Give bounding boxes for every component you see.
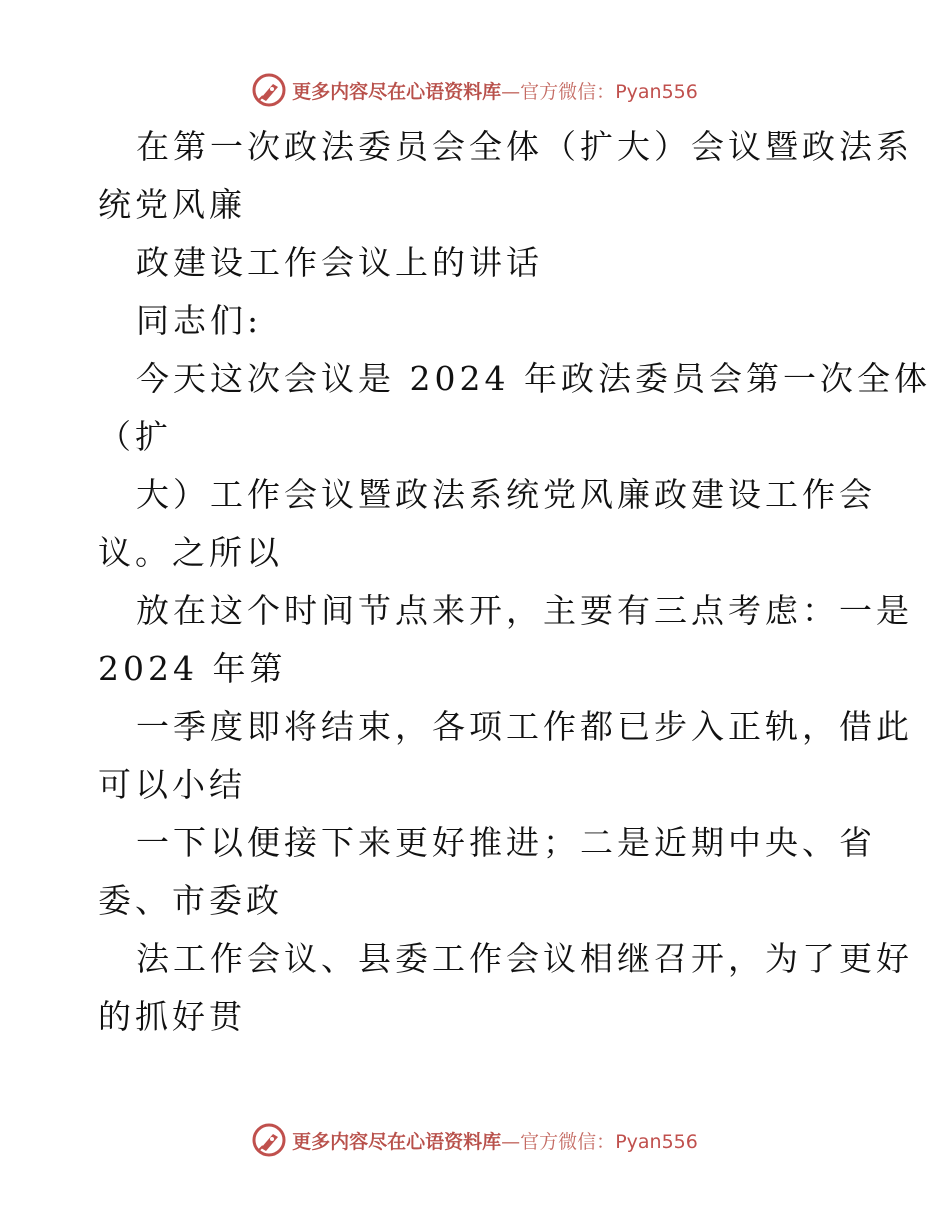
- banner-dash: —: [501, 1130, 521, 1153]
- banner-wechat-id: Pyan556: [615, 1130, 698, 1153]
- top-watermark-banner: [0, 70, 950, 110]
- banner-main-text: 更多内容尽在心语资料库: [292, 80, 502, 103]
- doc-line-3: 政建设工作会议上的讲话: [136, 243, 543, 282]
- doc-line-11: 一季度即将结束，各项工作都已步入正轨，借此: [136, 707, 913, 746]
- doc-line-15: 法工作会议、县委工作会议相继召开，为了更好: [136, 939, 913, 978]
- doc-line-9: 放在这个时间节点来开，主要有三点考虑：一是: [136, 591, 913, 630]
- banner-wechat-label: 官方微信：: [520, 80, 616, 103]
- doc-line-6: （扩: [98, 417, 172, 456]
- doc-line-14: 委、市委政: [98, 881, 283, 920]
- doc-line-16: 的抓好贯: [98, 997, 246, 1036]
- doc-line-4: 同志们:: [136, 301, 263, 340]
- banner-dash: —: [501, 80, 521, 103]
- banner-text: [292, 77, 698, 104]
- doc-line-10: 2024 年第: [98, 649, 287, 688]
- banner-text: [292, 1127, 698, 1154]
- doc-line-12: 可以小结: [98, 765, 246, 804]
- banner-wechat-id: Pyan556: [615, 80, 698, 103]
- doc-line-2: 统党风廉: [98, 185, 246, 224]
- doc-line-13: 一下以便接下来更好推进；二是近期中央、省: [136, 823, 876, 862]
- banner-wechat-label: 官方微信：: [520, 1130, 616, 1153]
- pen-nib-logo-icon: [252, 73, 286, 107]
- pen-nib-logo-icon: [252, 1123, 286, 1157]
- doc-line-7: 大）工作会议暨政法系统党风廉政建设工作会: [136, 475, 876, 514]
- doc-line-5: 今天这次会议是 2024 年政法委员会第一次全体: [136, 359, 931, 398]
- bottom-watermark-banner: [0, 1120, 950, 1160]
- doc-line-1: 在第一次政法委员会全体（扩大）会议暨政法系: [136, 127, 913, 166]
- banner-main-text: 更多内容尽在心语资料库: [292, 1130, 502, 1153]
- doc-line-8: 议。之所以: [98, 533, 283, 572]
